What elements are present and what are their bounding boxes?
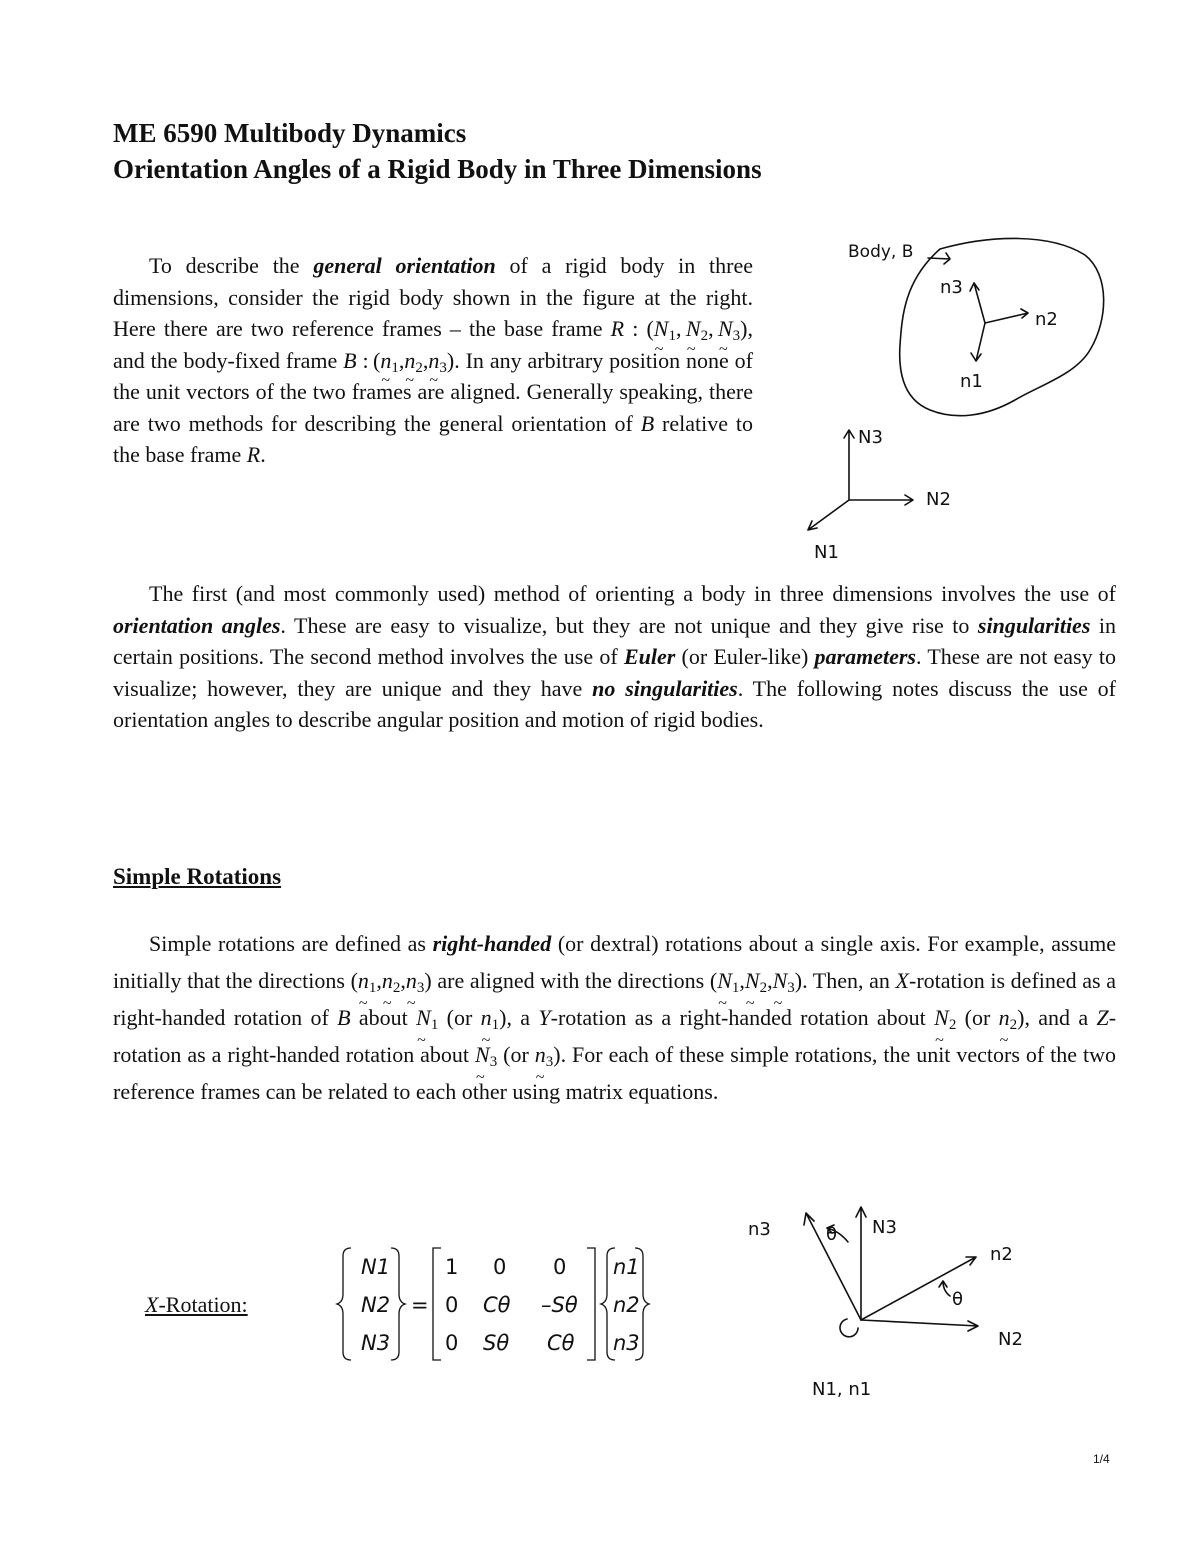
matrix-cell: Sθ <box>483 1331 510 1355</box>
axis-x: X <box>895 968 909 993</box>
N2-arrow-icon <box>861 1320 978 1331</box>
N3-axis-arrow-icon <box>844 430 854 500</box>
matrix-cell: 0 <box>445 1331 459 1355</box>
intro-paragraph: To describe the general orientation of a rigid body in three dimensions, consider the rigid body shown in the figure at the right. Here there are two reference frames – the base frame R : (N $\sim_1$, N $\sim_2$, N $\sim_3$), and the body-fixed frame B : (n $\sim_1,n$ $\sim_2,n$ $\sim_3$). In any arbitrary position none of the unit vectors of the two frames are aligned. Generally speaking, there are two methods for describing the general orientation of B relative to the base frame R. <box>113 250 753 471</box>
methods-emph: singularities <box>977 612 1091 638</box>
intro-text: of a rigid body in three dimensions, consider the rigid body shown in the figure at the right. Here there are two reference frames – the base frame <box>113 253 753 341</box>
matrix-cell: Cθ <box>483 1293 511 1317</box>
methods-emph: Euler <box>623 644 676 669</box>
label-N2: N2 <box>998 1329 1023 1350</box>
section-emph: right-handed <box>432 931 552 956</box>
label-N3: N3 <box>872 1217 897 1238</box>
theta-arrow-right-icon <box>939 1281 950 1296</box>
methods-emph: parameters <box>814 644 916 669</box>
section-text: ), and a <box>1017 1005 1097 1030</box>
frame-b: B <box>337 1005 351 1030</box>
rotation-circle-icon <box>840 1319 858 1337</box>
methods-text: (or Euler-like) <box>675 644 815 669</box>
matrix-cell: 1 <box>445 1255 459 1279</box>
body-outline <box>900 238 1104 415</box>
title-course: ME 6590 Multibody Dynamics <box>113 118 467 148</box>
axis-y: Y <box>538 1005 551 1030</box>
matrix-bracket-right <box>587 1248 595 1360</box>
label-n3: n3 <box>940 277 963 298</box>
lhs-N2: N2 <box>361 1293 391 1317</box>
matrix-cell: Cθ <box>547 1331 575 1355</box>
rhs-n3: n3 <box>613 1331 640 1355</box>
theta-label: θ <box>952 1289 964 1310</box>
section-text: ). For each of these simple rotations, the unit vectors of the two reference frames can be related to each other using matrix equations. <box>113 1042 1116 1104</box>
lhs-brace-left <box>337 1248 351 1360</box>
section-text: ), a <box>499 1005 539 1030</box>
lhs-brace-right <box>391 1248 405 1360</box>
x-rotation-text: -Rotation: <box>158 1292 248 1317</box>
equals-sign: = <box>411 1293 429 1317</box>
section-text: (or <box>956 1005 999 1030</box>
n2-arrow-icon <box>985 309 1028 323</box>
label-n2: n2 <box>1035 309 1058 330</box>
methods-text: . These are not easy to visualize; however, they are unique and they have <box>113 644 1116 701</box>
section-text: (or dextral) rotations about a single axis. For example, assume initially that the directions <box>113 931 1116 993</box>
methods-text: in certain positions. The second method involves the use of <box>113 612 1116 669</box>
matrix-cell: 0 <box>493 1255 507 1279</box>
intro-text: relative to the base frame <box>113 410 753 467</box>
section-text: Simple rotations are defined as <box>149 931 433 956</box>
frame-b: B <box>343 347 357 373</box>
page-number: 1/4 <box>1093 1452 1110 1466</box>
theta-label: θ <box>826 1224 838 1245</box>
rotations-paragraph: Simple rotations are defined as right-handed (or dextral) rotations about a single axis. For example, assume initially that the directions (n $\sim_1,n$ $\sim_2,n$ $\sim_3$) are aligned with the directions (N $\sim_1,N$ $\sim_2,N$ $\sim_3$). Then, an X-rotation is defined as a right-handed rotation of B about N $\sim_1$ (or n $\sim_1$), a Y-rotation as a right-handed rotation about N $\sim_2$ (or n $\sim_2$), and a Z-rotation as a right-handed rotation about N $\sim_3$ (or n $\sim_3$). For each of these simple rotations, the unit vectors of the two reference frames can be related to each other using matrix equations. <box>113 925 1116 1110</box>
section-text: are aligned with the directions <box>431 968 710 993</box>
label-N2: N2 <box>926 489 951 510</box>
N1-axis-arrow-icon <box>808 500 849 530</box>
section-text: -rotation as a right-handed rotation about <box>550 1005 935 1030</box>
label-axis: N1, n1 <box>812 1379 872 1400</box>
x-rotation-label <box>145 1292 248 1318</box>
intro-text: . <box>260 442 266 467</box>
body-frame-origin <box>970 283 1028 361</box>
methods-paragraph <box>113 578 1116 736</box>
section-text: (or <box>497 1042 535 1067</box>
x-rotation-equation <box>335 1242 665 1372</box>
label-n3: n3 <box>748 1219 771 1240</box>
axis-z: Z <box>1096 1005 1109 1030</box>
lhs-N3: N3 <box>361 1331 391 1355</box>
intro-text: To describe the <box>149 253 314 278</box>
section-text: about <box>350 1005 417 1030</box>
methods-text: . These are easy to visualize, but they are not unique and they give rise to <box>280 612 978 638</box>
label-n1: n1 <box>960 371 983 392</box>
methods-text: The first (and most commonly used) method of orienting a body in three dimensions involves the use of <box>149 581 1116 606</box>
label-N3: N3 <box>858 427 883 448</box>
intro-emph: general orientation <box>313 253 496 278</box>
frame-r: R <box>610 316 625 341</box>
body-label-arrow-icon <box>928 253 950 264</box>
section-text: (or <box>438 1005 481 1030</box>
label-n2: n2 <box>990 1244 1013 1265</box>
section-text: . Then, an <box>802 968 896 993</box>
section-text: -rotation is defined as a right-handed rotation of <box>113 968 1116 1030</box>
body-label: Body, B <box>848 242 914 262</box>
matrix-cell: –Sθ <box>541 1293 578 1317</box>
matrix-bracket-left <box>433 1248 441 1360</box>
N2-axis-arrow-icon <box>849 495 913 505</box>
n1-arrow-icon <box>971 323 985 361</box>
methods-emph: orientation angles <box>113 612 281 638</box>
intro-text: . In any arbitrary position none of the unit vectors of the two frames are aligned. Generally speaking, there are two methods for describing the general orientation of <box>113 347 754 436</box>
title-topic: Orientation Angles of a Rigid Body in Three Dimensions <box>113 154 762 184</box>
methods-text: . The following notes discuss the use of orientation angles to describe angular position and motion of rigid bodies. <box>113 675 1116 732</box>
x-rotation-figure <box>740 1195 1040 1410</box>
intro-text: , and the body-fixed frame <box>113 316 753 373</box>
N3-arrow-icon <box>856 1207 866 1320</box>
frame-b: B <box>640 410 655 436</box>
methods-emph: no singularities <box>592 675 738 701</box>
n3-arrow-icon <box>970 283 985 323</box>
label-N1: N1 <box>814 542 839 563</box>
matrix-cell: 0 <box>553 1255 567 1279</box>
lhs-N1: N1 <box>361 1255 391 1279</box>
body-frames-figure <box>790 225 1130 570</box>
rhs-n1: n1 <box>613 1255 640 1279</box>
matrix-cell: 0 <box>445 1293 459 1317</box>
frame-r: R <box>246 442 261 467</box>
section-text: -rotation as a right-handed rotation about <box>113 1005 1117 1067</box>
section-heading: Simple Rotations <box>113 864 282 889</box>
rhs-n2: n2 <box>613 1293 640 1317</box>
x-rotation-axis: X <box>145 1292 159 1317</box>
